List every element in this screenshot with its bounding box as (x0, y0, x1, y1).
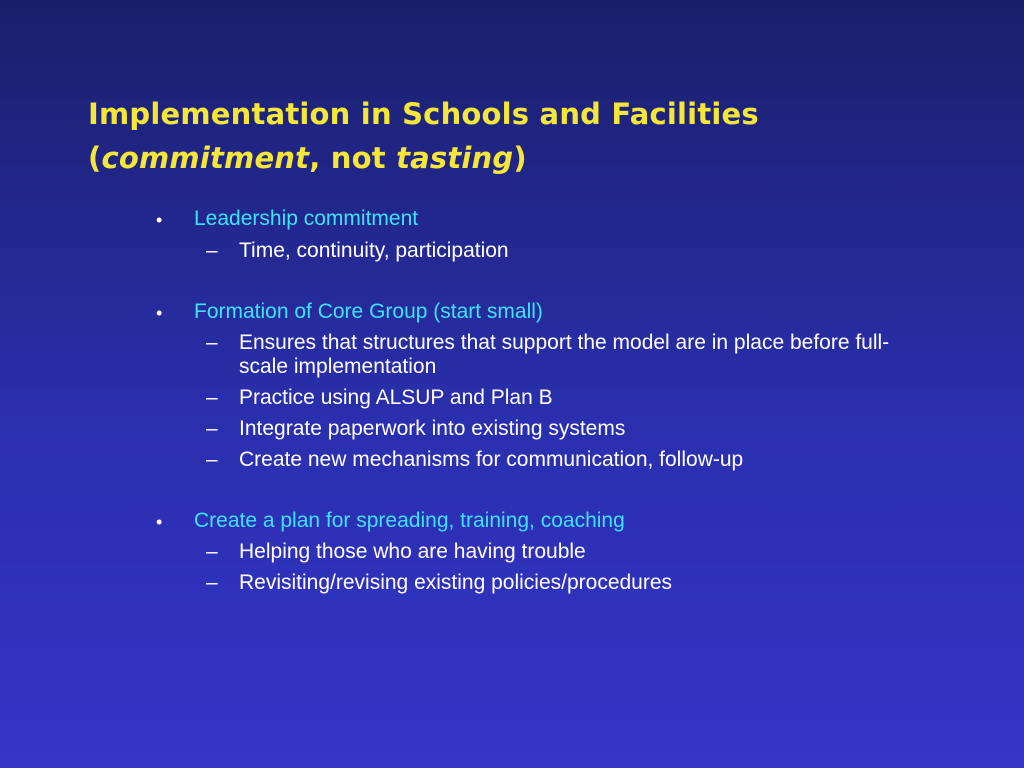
title-italic-commitment: commitment (101, 141, 310, 175)
bullet-icon: • (156, 512, 163, 532)
dash-icon: – (206, 386, 218, 409)
dash-icon: – (206, 417, 218, 440)
section-heading-core-group: Formation of Core Group (start small) (194, 300, 543, 323)
list-item: Helping those who are having trouble (239, 540, 586, 563)
list-item: Create new mechanisms for communication, follow-up (239, 448, 744, 471)
list-item: Revisiting/revising existing policies/procedures (239, 571, 673, 594)
title-middle: , not (309, 141, 397, 175)
list-item: Ensures that structures that support the model are in place before full-scale implementation (239, 331, 890, 378)
list-item: Practice using ALSUP and Plan B (239, 386, 553, 409)
title-paren-close: ) (513, 141, 527, 175)
dash-icon: – (206, 448, 218, 471)
title-paren-open: ( (88, 141, 102, 175)
dash-icon: – (206, 540, 218, 563)
list-item: Time, continuity, participation (239, 239, 509, 262)
dash-icon: – (206, 239, 218, 262)
dash-icon: – (206, 571, 218, 594)
bullet-icon: • (156, 303, 163, 323)
section-heading-plan: Create a plan for spreading, training, coaching (194, 509, 625, 532)
section-heading-leadership: Leadership commitment (194, 207, 419, 230)
title-italic-tasting: tasting (396, 141, 514, 175)
title-line-1: Implementation in Schools and Facilities (88, 97, 759, 131)
list-item: Integrate paperwork into existing systems (239, 417, 626, 440)
dash-icon: – (206, 331, 218, 354)
bullet-icon: • (156, 210, 163, 230)
